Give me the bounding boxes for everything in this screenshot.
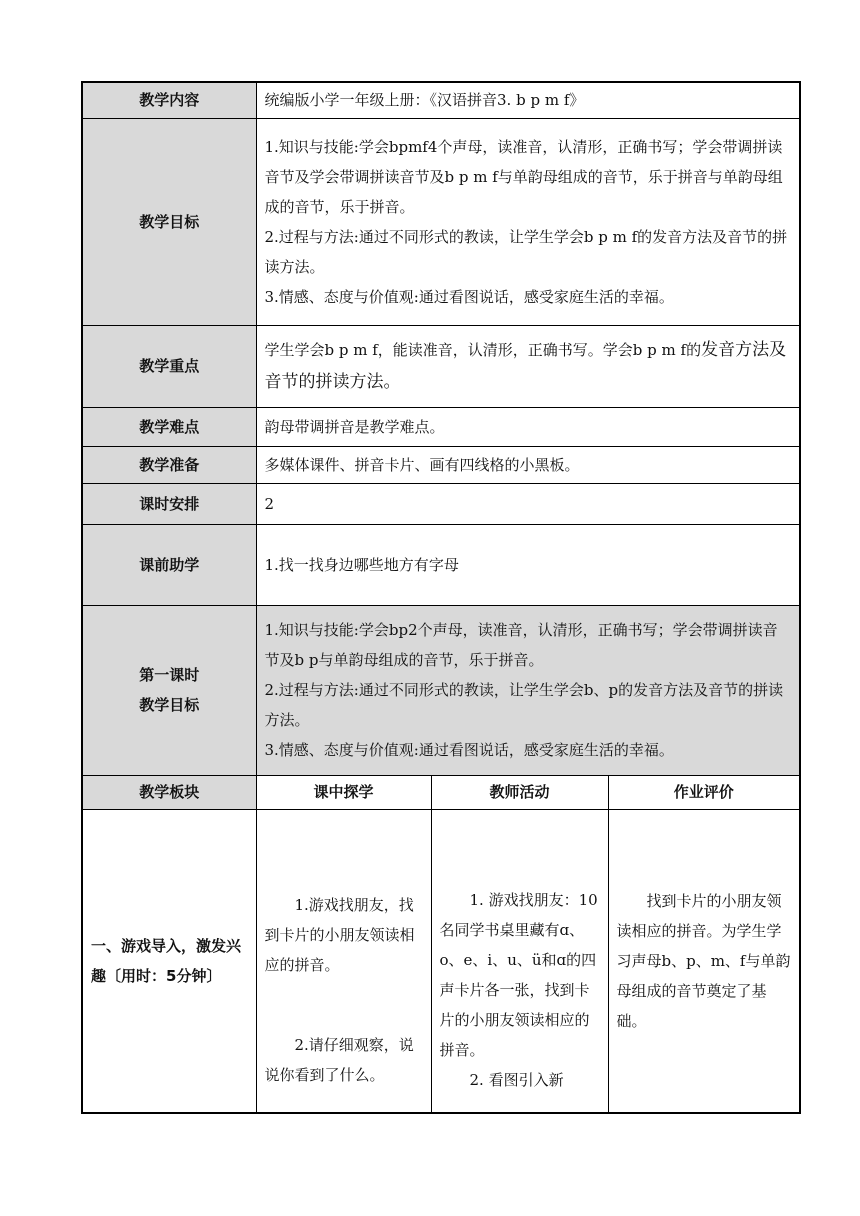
section1-explore: [256, 809, 431, 1113]
header-evaluation: 作业评价: [608, 775, 800, 809]
value-preparation: 多媒体课件、拼音卡片、画有四线格的小黑板。: [256, 446, 800, 483]
label-difficulty: 教学难点: [82, 407, 256, 446]
row-key-points: [82, 325, 800, 407]
header-explore: 课中探学: [256, 775, 431, 809]
lesson1-goal-line-2: 2.过程与方法:通过不同形式的教读，让学生学会b、p的发音方法及音节的拼读方法。: [264, 681, 784, 729]
lesson1-label-line-2: 教学目标: [139, 696, 200, 714]
row-pre-study: [82, 524, 800, 605]
value-schedule: 2: [256, 483, 800, 524]
row-content: [82, 82, 800, 118]
value-difficulty: 韵母带调拼音是教学难点。: [256, 407, 800, 446]
header-block: 教学板块: [82, 775, 256, 809]
lesson1-goal-line-1: 1.知识与技能:学会bp2个声母，读准音，认清形，正确书写；学会带调拼读音节及b p与单韵母组成的音节，乐于拼音。: [264, 621, 778, 669]
value-key-points: [256, 325, 800, 407]
section1-teacher: [431, 809, 608, 1113]
label-goals: 教学目标: [82, 118, 256, 325]
label-preparation: 教学准备: [82, 446, 256, 483]
section1-explore-2: 2.请仔细观察，说说你看到了什么。: [264, 1035, 414, 1084]
label-lesson1-goals: [82, 605, 256, 775]
row-difficulty: [82, 407, 800, 446]
section1-explore-1: 1.游戏找朋友，找到卡片的小朋友领读相应的拼音。: [264, 895, 415, 974]
label-schedule: 课时安排: [82, 483, 256, 524]
value-lesson1-goals: [256, 605, 800, 775]
section1-teacher-1: 1. 游戏找朋友：10名同学书桌里藏有ɑ、o、e、i、u、ü和ɑ的四声卡片各一张，找到卡片的小朋友领读相应的拼音。: [439, 890, 598, 1059]
row-section-1: [82, 809, 800, 1113]
goal-line-3: 3.情感、态度与价值观:通过看图说话，感受家庭生活的幸福。: [264, 287, 674, 306]
row-goals: [82, 118, 800, 325]
value-content: 统编版小学一年级上册：《汉语拼音3. b p m f》: [256, 82, 800, 118]
row-column-headers: [82, 775, 800, 809]
row-schedule: [82, 483, 800, 524]
section1-evaluation-text: 找到卡片的小朋友领读相应的拼音。为学生学习声母b、p、m、f与单韵母组成的音节奠定了基础。: [616, 891, 791, 1030]
key-points-part-1: 学生学会b p m f，能读准音，认清形，正确书写。学会b p m f的: [264, 341, 702, 359]
row-preparation: [82, 446, 800, 483]
header-teacher: 教师活动: [431, 775, 608, 809]
section1-block: 一、游戏导入，激发兴趣〔用时：5分钟〕: [82, 809, 256, 1113]
goal-line-1: 1.知识与技能:学会bpmf4个声母，读准音，认清形，正确书写；学会带调拼读音节及学会带调拼读音节及b p m f与单韵母组成的音节，乐于拼音与单韵母组成的音节，乐于拼音。: [264, 137, 783, 216]
label-key-points: 教学重点: [82, 325, 256, 407]
lesson1-label-line-1: 第一课时: [139, 666, 200, 684]
key-points-part-2: 发音方法及音节的拼读方法。: [264, 340, 787, 392]
value-pre-study: 1.找一找身边哪些地方有字母: [256, 524, 800, 605]
section1-teacher-2: 2. 看图引入新: [469, 1070, 564, 1089]
value-goals: [256, 118, 800, 325]
row-lesson1-goals: [82, 605, 800, 775]
section1-evaluation: [608, 809, 800, 1113]
label-content: 教学内容: [82, 82, 256, 118]
lesson-plan-table: [81, 81, 801, 1114]
label-pre-study: 课前助学: [82, 524, 256, 605]
lesson1-goal-line-3: 3.情感、态度与价值观:通过看图说话，感受家庭生活的幸福。: [264, 741, 674, 759]
goal-line-2: 2.过程与方法:通过不同形式的教读，让学生学会b p m f的发音方法及音节的拼读方法。: [264, 227, 788, 276]
